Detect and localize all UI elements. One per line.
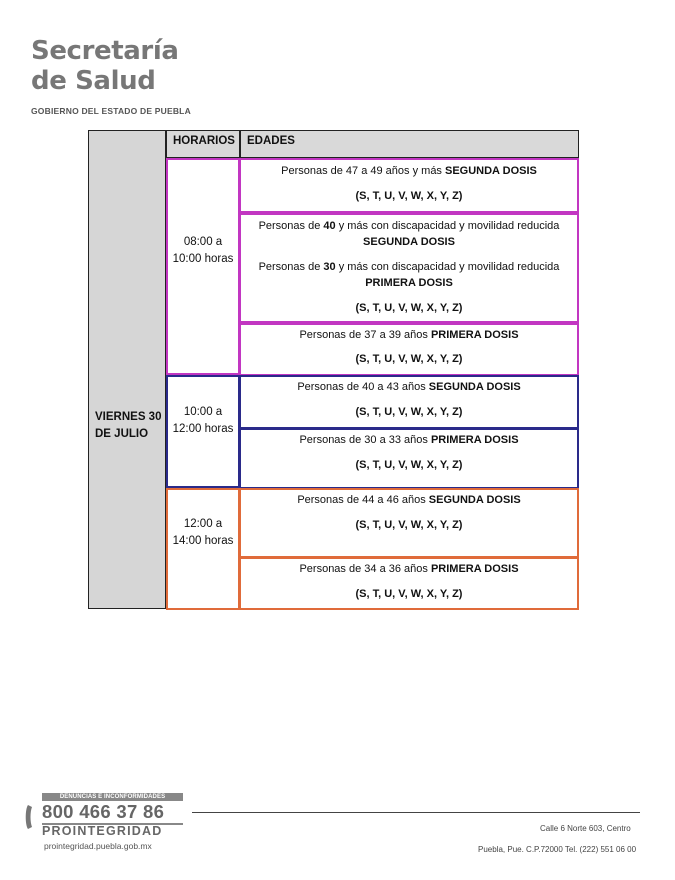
age-group-text: Personas de 40 a 43 años SEGUNDA DOSIS xyxy=(297,381,521,393)
age-group-text: Personas de 30 y más con discapacidad y movilidad reducida xyxy=(258,261,560,273)
letters-label: (S, T, U, V, W, X, Y, Z) xyxy=(355,406,463,418)
age-group-cell xyxy=(239,375,579,429)
age-group-text: Personas de 44 a 46 años SEGUNDA DOSIS xyxy=(297,494,521,506)
letters-label: (S, T, U, V, W, X, Y, Z) xyxy=(355,302,463,314)
age-group-cell xyxy=(239,213,579,323)
letters-label: (S, T, U, V, W, X, Y, Z) xyxy=(355,353,463,365)
age-group-cell xyxy=(239,158,579,213)
date-column xyxy=(88,130,166,609)
secretaria-de-salud-logo xyxy=(31,36,191,116)
hotline-brand: PROINTEGRIDAD xyxy=(42,824,163,838)
time-slot-1-end: 10:00 horas xyxy=(172,253,234,265)
letters-label: (S, T, U, V, W, X, Y, Z) xyxy=(355,588,463,600)
header-edades: EDADES xyxy=(240,130,579,158)
header-horarios: HORARIOS xyxy=(166,130,240,158)
time-slot-2-start: 10:00 a xyxy=(183,406,223,418)
letters-label: (S, T, U, V, W, X, Y, Z) xyxy=(355,190,463,202)
time-slot-1-start: 08:00 a xyxy=(183,236,223,248)
time-slot-3 xyxy=(166,488,240,610)
age-group-cell xyxy=(239,323,579,376)
time-slot-3-end: 14:00 horas xyxy=(172,535,234,547)
letters-label: (S, T, U, V, W, X, Y, Z) xyxy=(355,519,463,531)
logo-line-2: de Salud xyxy=(31,66,156,96)
date-line-1: VIERNES 30 xyxy=(95,411,162,423)
age-group-text: Personas de 30 a 33 años PRIMERA DOSIS xyxy=(299,434,519,446)
time-slot-3-start: 12:00 a xyxy=(183,518,223,530)
time-slot-1 xyxy=(166,158,240,375)
address-line-1: Calle 6 Norte 603, Centro xyxy=(540,824,631,833)
age-group-text: Personas de 37 a 39 años PRIMERA DOSIS xyxy=(299,329,519,341)
time-slot-2-end: 12:00 horas xyxy=(172,423,234,435)
hotline-url: prointegridad.puebla.gob.mx xyxy=(44,841,152,851)
phone-icon xyxy=(24,803,40,831)
vaccination-schedule-table xyxy=(88,130,579,610)
hotline-number: 800 466 37 86 xyxy=(42,801,165,822)
age-group-text: Personas de 34 a 36 años PRIMERA DOSIS xyxy=(299,563,519,575)
age-group-cell xyxy=(239,557,579,610)
hotline-label: DENUNCIAS E INCONFORMIDADES xyxy=(42,793,183,801)
letters-label: (S, T, U, V, W, X, Y, Z) xyxy=(355,459,463,471)
date-label xyxy=(95,409,161,443)
age-group-text: Personas de 47 a 49 años y más SEGUNDA DOSIS xyxy=(281,165,537,177)
logo-line-1: Secretaría xyxy=(31,36,179,66)
date-line-2: DE JULIO xyxy=(95,428,149,440)
logo-subtitle: GOBIERNO DEL ESTADO DE PUEBLA xyxy=(31,106,191,116)
dose-label: PRIMERA DOSIS xyxy=(365,277,453,289)
address-line-2: Puebla, Pue. C.P.72000 Tel. (222) 551 06 00 xyxy=(478,845,637,854)
footer-divider xyxy=(192,812,640,813)
age-group-text: Personas de 40 y más con discapacidad y movilidad reducida xyxy=(258,220,560,232)
dose-label: SEGUNDA DOSIS xyxy=(363,236,455,248)
age-group-cell xyxy=(239,428,579,489)
time-slot-2 xyxy=(166,375,240,488)
age-group-cell xyxy=(239,488,579,558)
